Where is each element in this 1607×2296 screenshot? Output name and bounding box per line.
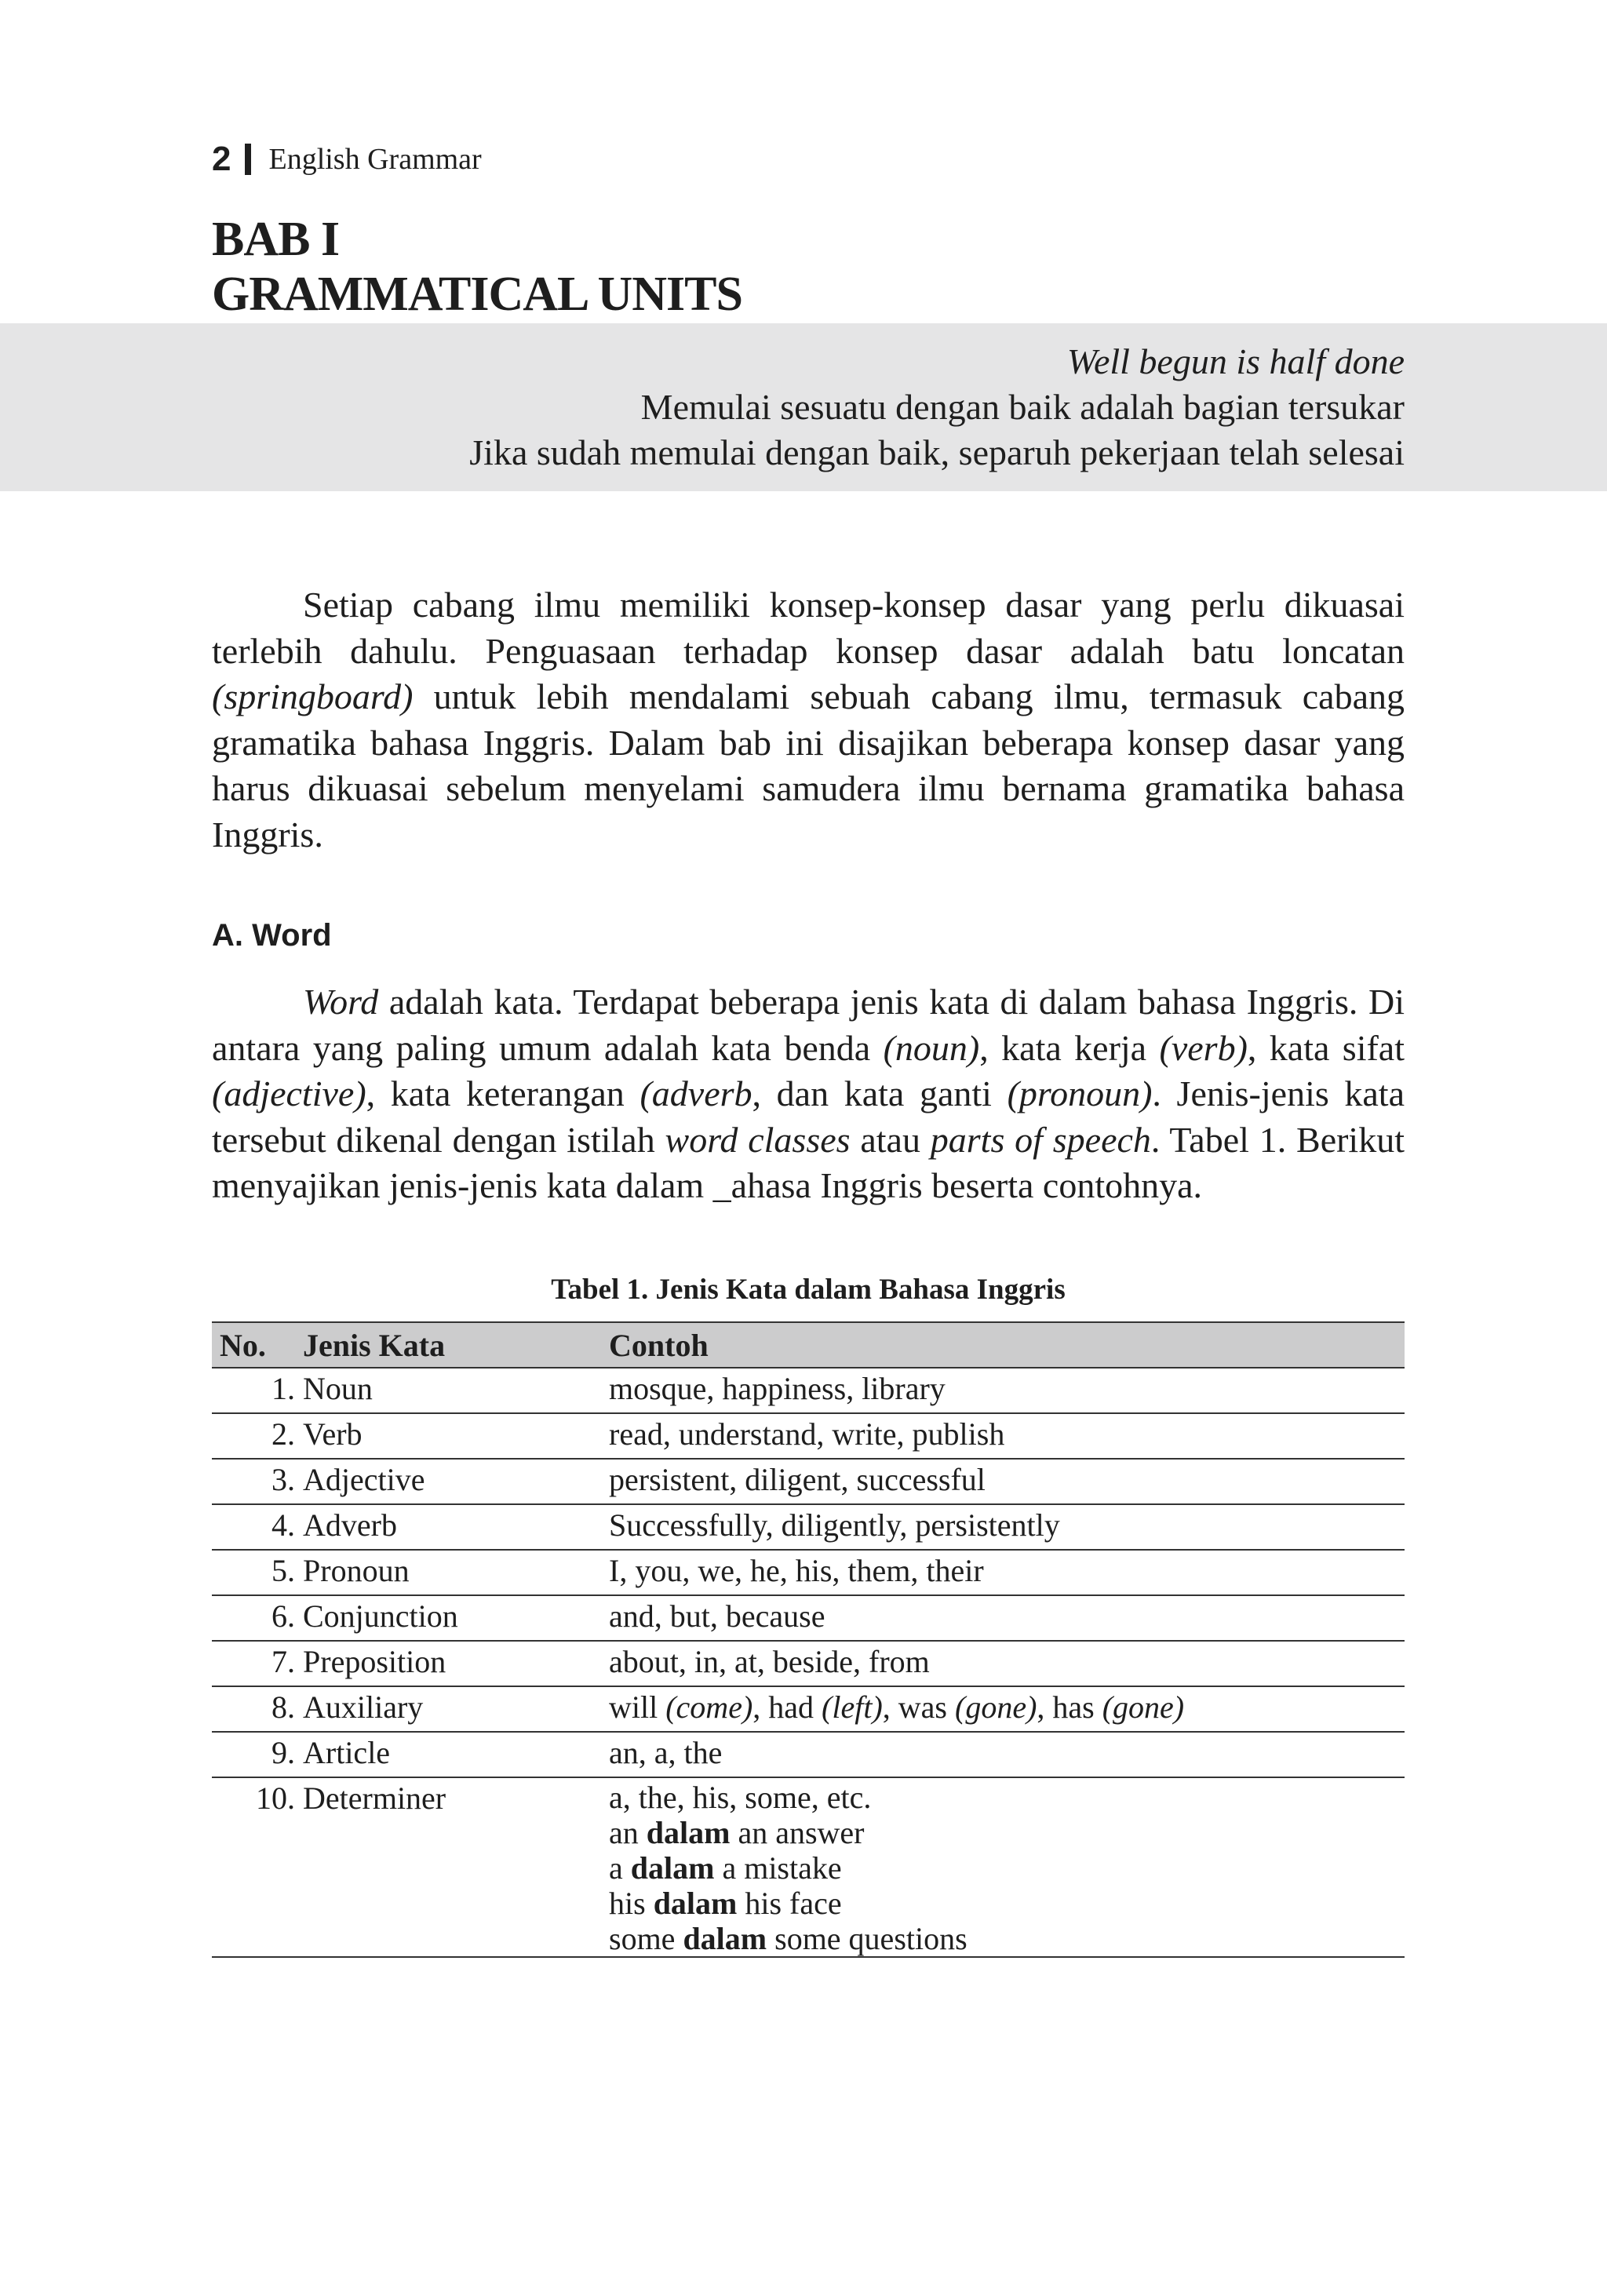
table-row: [212, 1686, 1405, 1732]
line-c: some questions: [767, 1921, 967, 1956]
table-header-row: [212, 1322, 1405, 1368]
intro-italic: (springboard): [212, 676, 414, 716]
running-title: English Grammar: [268, 143, 482, 176]
row-contoh: about, in, at, beside, from: [601, 1641, 1405, 1686]
contoh-italic: (gone): [955, 1689, 1037, 1725]
line-b: dalam: [653, 1886, 738, 1921]
line-a: a: [609, 1850, 631, 1886]
line-b: dalam: [630, 1850, 715, 1886]
epigraph-box: [0, 323, 1607, 491]
word-p-i4: (adjective): [212, 1073, 366, 1113]
contoh-line: a, the, his, some, etc.: [609, 1780, 872, 1815]
word-p-i1: Word: [303, 982, 379, 1022]
line-b: dalam: [646, 1815, 731, 1850]
row-jenis: Pronoun: [295, 1550, 601, 1595]
word-paragraph: [212, 979, 1405, 1209]
epigraph-english: Well begun is half done: [1066, 341, 1405, 381]
row-jenis: Determiner: [295, 1777, 601, 1957]
header-divider: [245, 144, 251, 175]
row-no: 5.: [212, 1550, 295, 1595]
header-jenis-kata: Jenis Kata: [295, 1322, 601, 1368]
contoh-part: , was: [882, 1689, 955, 1725]
word-p-i2: (noun): [883, 1027, 980, 1068]
section-heading-word: A. Word: [212, 918, 332, 953]
row-no: 3.: [212, 1459, 295, 1504]
row-no: 2.: [212, 1413, 295, 1459]
row-contoh: [601, 1777, 1405, 1957]
line-b: dalam: [683, 1921, 767, 1956]
contoh-italic: (gone): [1102, 1689, 1185, 1725]
row-contoh: mosque, happiness, library: [601, 1368, 1405, 1413]
chapter-heading: [212, 212, 742, 322]
intro-text-1: Setiap cabang ilmu memiliki konsep-konsep dasar yang perlu dikuasai terlebih dahulu. Penguasaan terhadap konsep dasar adalah batu loncatan: [212, 585, 1405, 671]
line-a: his: [609, 1886, 654, 1921]
epigraph-line-2: Jika sudah memulai dengan baik, separuh pekerjaan telah selesai: [469, 432, 1405, 472]
word-p-t2: , kata kerja: [979, 1027, 1160, 1068]
table-row: [212, 1504, 1405, 1550]
epigraph-line-1: Memulai sesuatu dengan baik adalah bagian tersukar: [640, 387, 1405, 427]
row-no: 10.: [212, 1777, 295, 1957]
table-row: [212, 1641, 1405, 1686]
row-jenis: Adjective: [295, 1459, 601, 1504]
word-p-i5: (adverb: [640, 1073, 752, 1113]
row-contoh: I, you, we, he, his, them, their: [601, 1550, 1405, 1595]
row-jenis: Article: [295, 1732, 601, 1777]
contoh-italic: (left): [822, 1689, 883, 1725]
line-c: his face: [737, 1886, 842, 1921]
row-no: 1.: [212, 1368, 295, 1413]
row-contoh: and, but, because: [601, 1595, 1405, 1641]
row-contoh: persistent, diligent, successful: [601, 1459, 1405, 1504]
table-row: [212, 1459, 1405, 1504]
row-no: 4.: [212, 1504, 295, 1550]
table-row: [212, 1732, 1405, 1777]
line-a: some: [609, 1921, 683, 1956]
row-jenis: Verb: [295, 1413, 601, 1459]
word-p-t3: , kata sifat: [1247, 1027, 1405, 1068]
row-contoh: an, a, the: [601, 1732, 1405, 1777]
word-p-t4: , kata keterangan: [366, 1073, 640, 1113]
intro-text-2: untuk lebih mendalami sebuah cabang ilmu, termasuk cabang gramatika bahasa Inggris. Dalam bab ini disajikan beberapa konsep dasar yang harus dikuasai sebelum menyelami samudera ilmu bernama gramatika bahasa Inggris.: [212, 676, 1405, 855]
word-p-i8: parts of speech: [930, 1119, 1151, 1160]
row-no: 7.: [212, 1641, 295, 1686]
contoh-line: [609, 1850, 1405, 1886]
row-no: 8.: [212, 1686, 295, 1732]
contoh-italic: (come): [665, 1689, 753, 1725]
line-c: an answer: [730, 1815, 865, 1850]
row-jenis: Auxiliary: [295, 1686, 601, 1732]
page-number: 2: [212, 140, 231, 178]
row-contoh: [601, 1686, 1405, 1732]
row-jenis: Noun: [295, 1368, 601, 1413]
line-a: an: [609, 1815, 647, 1850]
table-row: [212, 1368, 1405, 1413]
row-contoh: Successfully, diligently, persistently: [601, 1504, 1405, 1550]
row-contoh: read, understand, write, publish: [601, 1413, 1405, 1459]
line-c: a mistake: [714, 1850, 842, 1886]
row-no: 9.: [212, 1732, 295, 1777]
intro-paragraph: [212, 582, 1405, 858]
table-row: [212, 1595, 1405, 1641]
header-no: No.: [212, 1322, 295, 1368]
word-p-t8: . Tabel 1. Berikut menyajikan jenis-jenis kata dalam _ahasa Inggris beserta contohnya.: [212, 1119, 1405, 1205]
row-jenis: Conjunction: [295, 1595, 601, 1641]
row-jenis: Adverb: [295, 1504, 601, 1550]
contoh-part: will: [609, 1689, 666, 1725]
contoh-part: , has: [1037, 1689, 1102, 1725]
word-classes-table: [212, 1321, 1405, 1958]
contoh-line: [609, 1886, 1405, 1921]
word-p-t5: , dan kata ganti: [752, 1073, 1008, 1113]
chapter-title: GRAMMATICAL UNITS: [212, 268, 742, 321]
table-row: [212, 1777, 1405, 1957]
table-caption: Tabel 1. Jenis Kata dalam Bahasa Inggris: [551, 1274, 1066, 1306]
word-p-t6: . Jenis-jenis kata tersebut dikenal dengan istilah: [212, 1073, 1405, 1160]
word-p-t1: adalah kata. Terdapat beberapa jenis kata di dalam bahasa Inggris. Di antara yang paling umum adalah kata benda: [212, 982, 1405, 1068]
table-row: [212, 1550, 1405, 1595]
chapter-number: BAB I: [212, 213, 340, 266]
row-no: 6.: [212, 1595, 295, 1641]
row-jenis: Preposition: [295, 1641, 601, 1686]
page-header: [212, 140, 482, 179]
word-p-t7: atau: [850, 1119, 931, 1160]
contoh-line: [609, 1815, 1405, 1850]
header-contoh: Contoh: [601, 1322, 1405, 1368]
contoh-part: , had: [752, 1689, 822, 1725]
contoh-line: [609, 1921, 1405, 1956]
word-p-i6: (pronoun): [1007, 1073, 1153, 1113]
word-p-i3: (verb): [1159, 1027, 1248, 1068]
table-row: [212, 1413, 1405, 1459]
word-p-i7: word classes: [665, 1119, 851, 1160]
